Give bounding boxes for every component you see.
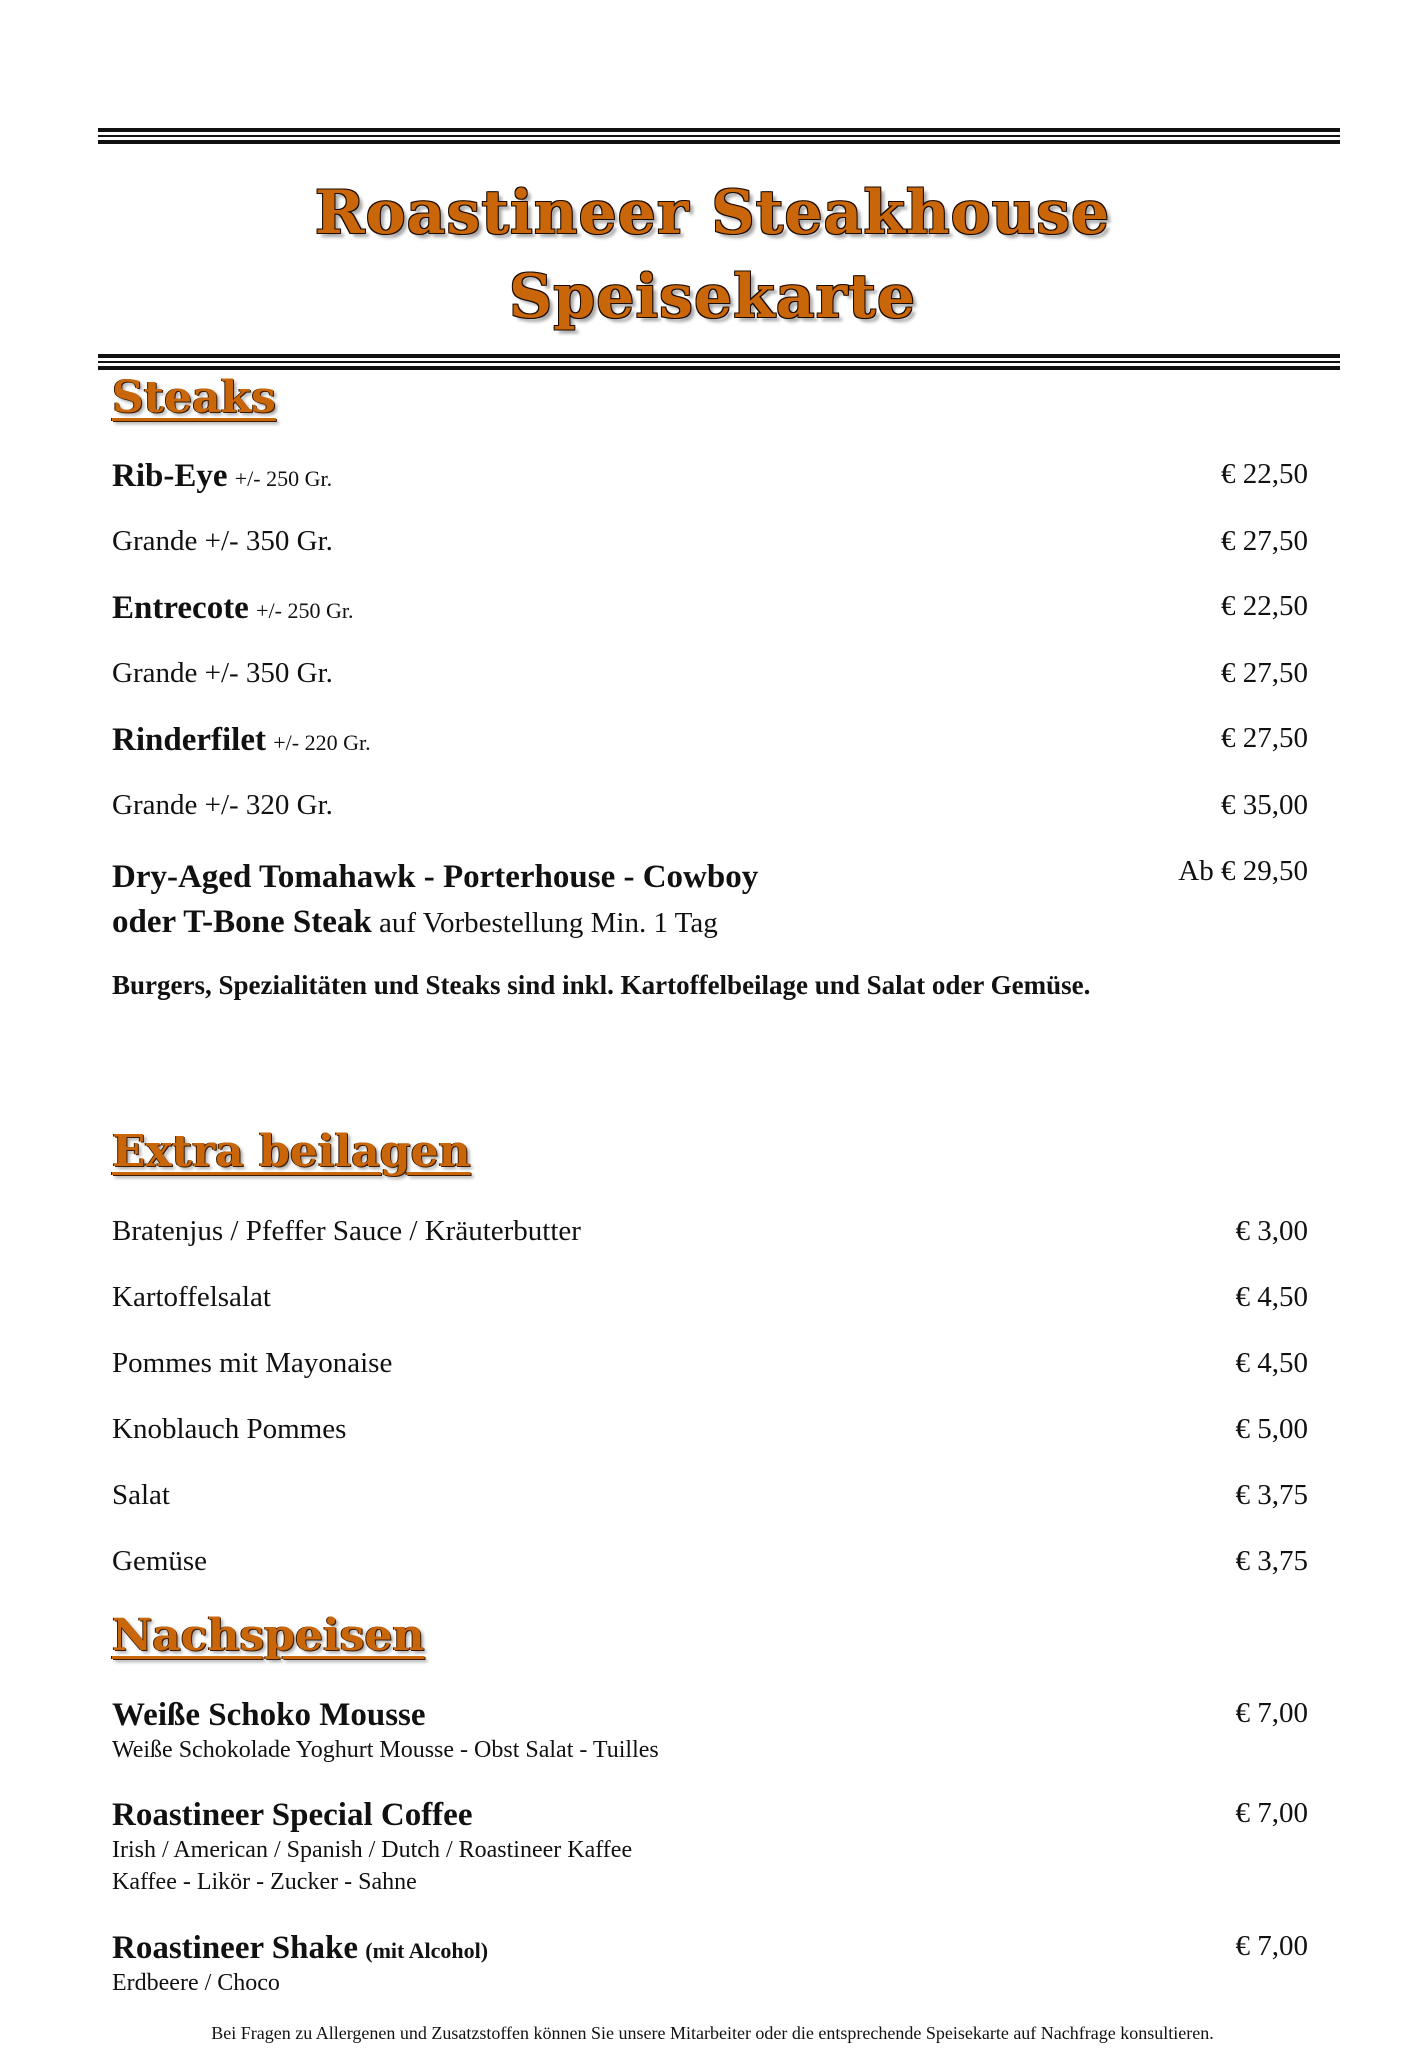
extra-item — [112, 1215, 1308, 1248]
menu-item-rinderfilet-grande — [112, 789, 1308, 822]
item-weight: +/- 220 Gr. — [273, 730, 371, 755]
item-description-2: Kaffee - Likör - Zucker - Sahne — [112, 1869, 417, 1895]
extra-item — [112, 1281, 1308, 1314]
item-price: € 35,00 — [1221, 789, 1308, 821]
item-price: Ab € 29,50 — [1178, 855, 1308, 887]
menu-item-rib-eye — [112, 458, 1308, 495]
menu-item-rinderfilet — [112, 722, 1308, 759]
item-price: € 27,50 — [1221, 525, 1308, 557]
dessert-item-special-coffee — [112, 1797, 1308, 1898]
item-price: € 27,50 — [1221, 657, 1308, 689]
item-description: Irish / American / Spanish / Dutch / Roastineer Kaffee — [112, 1837, 633, 1863]
menu-item-dry-aged — [112, 855, 1308, 945]
item-price: € 27,50 — [1221, 722, 1308, 754]
menu-item-entrecote — [112, 590, 1308, 627]
item-price: € 7,00 — [1235, 1797, 1308, 1829]
dessert-item-schoko-mousse — [112, 1697, 1308, 1766]
item-weight: +/- 250 Gr. — [234, 466, 333, 491]
menu-item-rib-eye-grande — [112, 525, 1308, 558]
item-name-line1: Dry-Aged Tomahawk - Porterhouse - Cowboy — [112, 859, 759, 895]
extra-item — [112, 1545, 1308, 1578]
item-name: Rinderfilet — [112, 722, 266, 758]
item-name: Entrecote — [112, 590, 249, 626]
extra-item — [112, 1413, 1308, 1446]
section-title-steaks: Steaks — [112, 372, 276, 423]
item-description: Weiße Schokolade Yoghurt Mousse - Obst Salat - Tuilles — [112, 1737, 659, 1763]
extra-item — [112, 1479, 1308, 1512]
item-name: Gemüse — [112, 1545, 208, 1577]
header-bottom-rule — [98, 354, 1340, 373]
top-rule — [98, 128, 1340, 147]
item-name: Grande +/- 320 Gr. — [112, 789, 333, 821]
item-price: € 4,50 — [1235, 1347, 1308, 1379]
item-name: Roastineer Shake — [112, 1930, 358, 1966]
allergen-footer: Bei Fragen zu Allergenen und Zusatzstoffen können Sie unsere Mitarbeiter oder die entsprechende Speisekarte auf Nachfrage konsultieren. — [211, 2023, 1214, 2043]
item-price: € 7,00 — [1235, 1930, 1308, 1962]
item-price: € 3,75 — [1235, 1545, 1308, 1577]
section-title-desserts: Nachspeisen — [112, 1610, 425, 1661]
item-name: Grande +/- 350 Gr. — [112, 525, 333, 557]
item-name: Kartoffelsalat — [112, 1281, 271, 1313]
side-dish-note: Burgers, Spezialitäten und Steaks sind inkl. Kartoffelbeilage und Salat oder Gemüse. — [112, 970, 1091, 1000]
item-name: Roastineer Special Coffee — [112, 1797, 473, 1833]
item-name: Salat — [112, 1479, 170, 1511]
menu-title: Roastineer Steakhouse — [314, 178, 1111, 248]
menu-item-entrecote-grande — [112, 657, 1308, 690]
item-name: Knoblauch Pommes — [112, 1413, 347, 1445]
item-price: € 7,00 — [1235, 1697, 1308, 1729]
item-description: Erdbeere / Choco — [112, 1970, 280, 1996]
dessert-item-shake — [112, 1930, 1308, 1999]
item-name: Weiße Schoko Mousse — [112, 1697, 426, 1733]
item-weight: +/- 250 Gr. — [256, 598, 354, 623]
item-price: € 4,50 — [1235, 1281, 1308, 1313]
item-price: € 3,75 — [1235, 1479, 1308, 1511]
item-price: € 22,50 — [1221, 458, 1308, 490]
item-name: Pommes mit Mayonaise — [112, 1347, 393, 1379]
menu-subtitle: Speisekarte — [508, 262, 917, 332]
item-name: Bratenjus / Pfeffer Sauce / Kräuterbutter — [112, 1215, 581, 1247]
item-note: (mit Alcohol) — [365, 1938, 489, 1963]
item-price: € 3,00 — [1235, 1215, 1308, 1247]
item-price: € 5,00 — [1235, 1413, 1308, 1445]
extra-item — [112, 1347, 1308, 1380]
item-note: auf Vorbestellung Min. 1 Tag — [379, 907, 718, 939]
item-name: Grande +/- 350 Gr. — [112, 657, 333, 689]
item-name-line2: oder T-Bone Steak — [112, 904, 372, 940]
item-name: Rib-Eye — [112, 458, 228, 494]
section-title-extras: Extra beilagen — [112, 1126, 471, 1177]
item-price: € 22,50 — [1221, 590, 1308, 622]
